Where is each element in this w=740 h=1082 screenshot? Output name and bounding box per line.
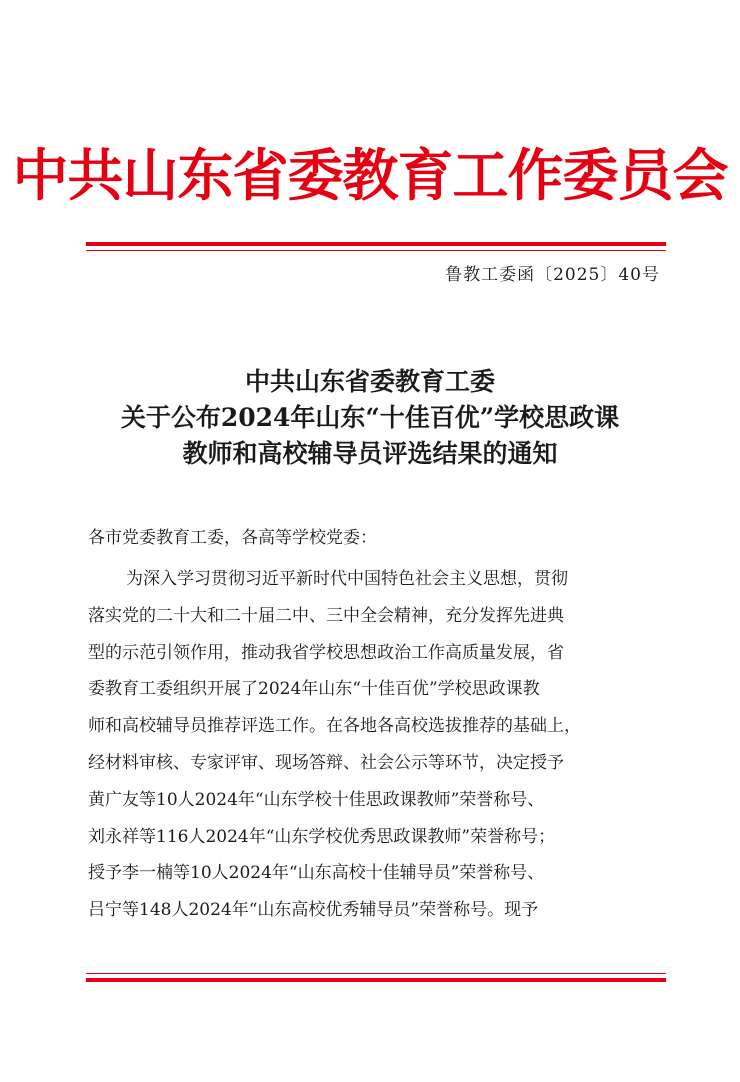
body-line: 经材料审核、专家评审、现场答辩、社会公示等环节，决定授予	[88, 752, 564, 773]
masthead-title: 中共山东省委教育工作委员会	[12, 143, 728, 209]
title-line: 关于公布2024年山东“十佳百优”学校思政课	[120, 403, 620, 432]
divider-thin-line	[86, 973, 666, 974]
body-line: 为深入学习贯彻习近平新时代中国特色社会主义思想，贯彻	[126, 569, 568, 589]
body-line: 型的示范引领作用，推动我省学校思想政治工作高质量发展，省	[88, 642, 564, 663]
body-line: 黄广友等10人2024年“山东学校十佳思政课教师”荣誉称号、	[88, 789, 545, 810]
footer-divider	[86, 973, 666, 982]
body-line: 刘永祥等116人2024年“山东学校优秀思政课教师”荣誉称号；	[88, 826, 556, 847]
divider-thin-line	[86, 250, 666, 251]
body-line: 吕宁等148人2024年“山东高校优秀辅导员”荣誉称号。现予	[88, 900, 539, 921]
body-paragraph	[88, 564, 668, 932]
title-line: 中共山东省委教育工委	[244, 367, 495, 396]
body-line: 授予李一楠等10人2024年“山东高校十佳辅导员”荣誉称号、	[88, 863, 545, 884]
document-number: 鲁教工委函〔2025〕40号	[445, 265, 660, 285]
divider-thick-line	[86, 978, 666, 982]
masthead-divider	[86, 242, 666, 251]
addressee: 各市党委教育工委，各高等学校党委：	[88, 528, 377, 548]
body-line: 师和高校辅导员推荐评选工作。在各地各高校选拔推荐的基础上，	[88, 716, 581, 737]
divider-thick-line	[86, 242, 666, 246]
notice-title	[0, 364, 740, 472]
body-line: 委教育工委组织开展了2024年山东“十佳百优”学校思政课教	[88, 679, 540, 700]
body-line: 落实党的二十大和二十届二中、三中全会精神，充分发挥先进典	[88, 605, 564, 626]
title-line: 教师和高校辅导员评选结果的通知	[182, 439, 558, 468]
